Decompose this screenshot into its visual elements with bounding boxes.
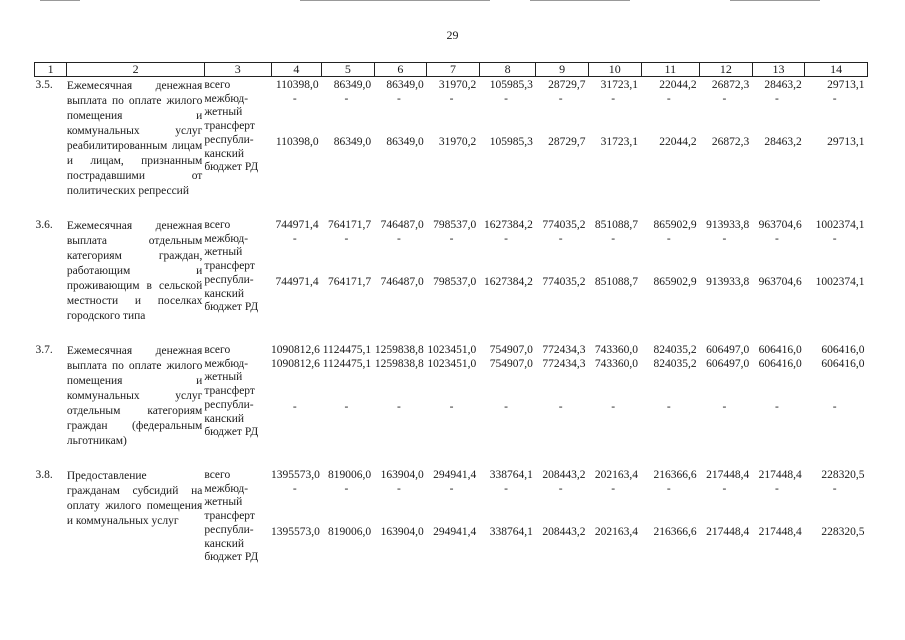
numeric-value: 110398,0 [275,79,319,91]
numeric-value: 163904,0 [380,525,424,538]
header-row [35,63,868,77]
numeric-value: 216366,6 [653,525,697,538]
empty-value: - [666,482,671,495]
numeric-value: 774035,2 [542,219,586,231]
header-col-11: 11 [641,63,700,77]
value-cell-col-4 [271,217,322,324]
empty-value: - [449,232,454,245]
empty-value: - [504,482,508,495]
header-col-10: 10 [588,63,641,77]
numeric-value: 1395573,0 [271,525,320,538]
numeric-value: 86349,0 [333,135,372,148]
funding-source-line: канский [204,147,244,160]
numeric-value: 26872,3 [711,79,750,91]
numeric-value: 202163,4 [594,469,638,481]
top-rule-right [530,0,630,1]
empty-value: - [449,482,454,495]
funding-source-line: всего [204,469,231,481]
numeric-value: 202163,4 [594,525,638,538]
funding-source-line: республи- [204,523,254,536]
numeric-value: 217448,4 [758,525,802,538]
empty-value: - [611,400,616,413]
numeric-value: 764171,7 [328,219,372,231]
budget-table [34,62,868,565]
row-index: 3.8. [35,469,53,481]
top-rule-mid [300,0,490,1]
empty-value: - [722,232,727,245]
numeric-value: 819006,0 [328,469,372,481]
numeric-value: 798537,0 [433,275,477,288]
numeric-value: 606416,0 [821,357,865,370]
numeric-value: 1124475,1 [322,344,372,356]
row-index: 3.6. [35,219,53,231]
empty-value: - [397,400,401,413]
funding-source-line: жетный [204,246,243,259]
value-cell-col-7 [427,342,480,449]
header-col-12: 12 [700,63,753,77]
top-rule-left [40,0,80,1]
numeric-value: 798537,0 [433,219,477,231]
value-cell-col-14 [805,217,868,324]
numeric-value: 1023451,0 [427,357,477,370]
value-cell-col-13 [752,217,805,324]
funding-source-line: жетный [204,371,243,384]
funding-source-line: трансферт [204,510,255,523]
value-cell-col-9 [536,342,589,449]
numeric-value: 606416,0 [758,344,802,356]
page-number: 29 [446,28,459,42]
funding-source [204,342,271,449]
header-col-7: 7 [427,63,480,77]
value-cell-col-14 [805,77,868,200]
numeric-value: 28463,2 [764,79,802,91]
numeric-value: 772434,3 [542,344,586,356]
funding-source-line: республи- [204,273,254,286]
numeric-value: 774035,2 [542,275,586,288]
numeric-value: 913933,8 [706,219,750,231]
numeric-value: 819006,0 [328,525,372,538]
empty-value: - [832,482,837,495]
numeric-value: 1627384,2 [484,219,533,231]
numeric-value: 851088,7 [594,219,638,231]
numeric-value: 746487,0 [380,275,424,288]
header-col-4: 4 [271,63,322,77]
empty-value: - [558,482,563,495]
empty-value: - [397,482,401,495]
header-col-9: 9 [536,63,589,77]
empty-value: - [722,482,727,495]
numeric-value: 1002374,1 [815,219,865,231]
numeric-value: 963704,6 [758,275,802,288]
header-col-14: 14 [805,63,868,77]
empty-value: - [292,232,297,245]
value-cell-col-12 [700,77,753,200]
numeric-value: 963704,6 [758,219,802,231]
numeric-value: 772434,3 [542,357,586,370]
numeric-value: 28463,2 [764,135,802,148]
funding-source-line: бюджет РД [204,301,259,314]
funding-source-line: трансферт [204,385,255,398]
numeric-value: 22044,2 [659,79,697,91]
value-cell-col-10 [588,342,641,449]
value-cell-col-9 [536,467,589,565]
numeric-value: 1090812,6 [271,344,320,356]
numeric-value: 1627384,2 [484,275,533,288]
empty-value: - [344,400,349,413]
empty-value: - [292,482,297,495]
empty-value: - [504,400,508,413]
numeric-value: 1259838,8 [374,357,424,370]
numeric-value: 754907,0 [489,344,533,356]
empty-value: - [775,400,779,413]
numeric-value: 746487,0 [380,219,424,231]
numeric-value: 29713,1 [827,135,865,148]
numeric-value: 31723,1 [600,135,638,148]
value-cell-col-6 [374,77,427,200]
numeric-value: 26872,3 [711,135,750,148]
empty-value: - [775,482,779,495]
empty-value: - [666,232,671,245]
funding-source-line: республи- [204,133,254,146]
numeric-value: 31970,2 [438,135,477,148]
row-spacer [35,324,868,342]
funding-source [204,77,271,200]
empty-value: - [832,232,837,245]
numeric-value: 744971,4 [275,275,319,288]
value-cell-col-5 [322,467,375,565]
numeric-value: 110398,0 [275,135,319,148]
value-cell-col-10 [588,467,641,565]
funding-source-line: жетный [204,496,243,509]
value-cell-col-9 [536,77,589,200]
value-cell-col-8 [479,467,536,565]
value-cell-col-11 [641,342,700,449]
numeric-value: 606416,0 [758,357,802,370]
funding-source-line: всего [204,344,231,356]
value-cell-col-11 [641,217,700,324]
numeric-value: 1002374,1 [815,275,865,288]
value-cell-col-10 [588,77,641,200]
numeric-value: 851088,7 [594,275,638,288]
numeric-value: 22044,2 [659,135,697,148]
numeric-value: 865902,9 [653,275,697,288]
funding-source-line: всего [204,79,231,91]
funding-source [204,467,271,565]
empty-value: - [292,92,297,105]
funding-source-line: межбюд- [204,357,249,370]
numeric-value: 744971,4 [275,219,319,231]
numeric-value: 31723,1 [600,79,638,91]
empty-value: - [449,92,454,105]
empty-value: - [722,400,727,413]
row-spacer [35,199,868,217]
numeric-value: 764171,7 [328,275,372,288]
value-cell-col-5 [322,77,375,200]
empty-value: - [449,400,454,413]
empty-value: - [558,92,563,105]
numeric-value: 1259838,8 [374,344,424,356]
numeric-value: 28729,7 [548,135,586,148]
numeric-value: 294941,4 [433,469,477,481]
numeric-value: 228320,5 [821,469,865,481]
row-index: 3.5. [35,79,53,91]
numeric-value: 743360,0 [594,344,638,356]
funding-source-line: бюджет РД [204,426,259,439]
numeric-value: 743360,0 [594,357,638,370]
numeric-value: 86349,0 [386,135,424,148]
numeric-value: 28729,7 [548,79,586,91]
funding-source-line: канский [204,287,244,300]
numeric-value: 217448,4 [758,469,802,481]
empty-value: - [611,482,616,495]
funding-source-line: жетный [204,106,243,119]
empty-value: - [722,92,727,105]
value-cell-col-12 [700,217,753,324]
value-cell-col-6 [374,342,427,449]
value-cell-col-5 [322,342,375,449]
value-cell-col-7 [427,467,480,565]
value-cell-col-7 [427,217,480,324]
numeric-value: 824035,2 [653,344,697,356]
empty-value: - [666,92,671,105]
numeric-value: 913933,8 [706,275,750,288]
empty-value: - [775,232,779,245]
empty-value: - [292,400,297,413]
numeric-value: 338764,1 [489,525,533,538]
numeric-value: 1090812,6 [271,357,320,370]
value-cell-col-8 [479,77,536,200]
empty-value: - [344,92,349,105]
numeric-value: 216366,6 [653,469,697,481]
row-description: Ежемесячная денежная выплата по оплате жилого помещения и коммунальных услуг отдельным категориям граждан (федеральным льготникам) [66,345,203,447]
header-col-5: 5 [322,63,375,77]
funding-source-line: всего [204,219,231,231]
numeric-value: 606416,0 [821,344,865,356]
numeric-value: 29713,1 [827,79,865,91]
value-cell-col-13 [752,342,805,449]
numeric-value: 105985,3 [489,135,533,148]
value-cell-col-14 [805,467,868,565]
empty-value: - [832,92,837,105]
empty-value: - [504,92,508,105]
empty-value: - [611,92,616,105]
numeric-value: 1124475,1 [322,357,372,370]
empty-value: - [611,232,616,245]
value-cell-col-13 [752,467,805,565]
row-description: Предоставление гражданам субсидий на оплату жилого помещения и коммунальных услуг [66,470,203,527]
funding-source [204,217,271,324]
empty-value: - [344,232,349,245]
value-cell-col-7 [427,77,480,200]
numeric-value: 163904,0 [380,469,424,481]
funding-source-line: межбюд- [204,232,249,245]
value-cell-col-11 [641,467,700,565]
value-cell-col-4 [271,467,322,565]
funding-source-line: канский [204,537,244,550]
value-cell-col-9 [536,217,589,324]
value-cell-col-4 [271,342,322,449]
value-cell-col-6 [374,467,427,565]
value-cell-col-14 [805,342,868,449]
funding-source-line: межбюд- [204,482,249,495]
numeric-value: 865902,9 [653,219,697,231]
numeric-value: 294941,4 [433,525,477,538]
top-rule-far [730,0,820,1]
funding-source-line: межбюд- [204,92,249,105]
empty-value: - [775,92,779,105]
numeric-value: 606497,0 [706,357,750,370]
value-cell-col-11 [641,77,700,200]
numeric-value: 754907,0 [489,357,533,370]
value-cell-col-12 [700,467,753,565]
row-description: Ежемесячная денежная выплата по оплате жилого помещения и коммунальных услуг реабилитированным лицам и лицам, признанным пострадавшими от политических репрессий [66,80,203,197]
empty-value: - [344,482,349,495]
numeric-value: 217448,4 [706,469,750,481]
empty-value: - [504,232,508,245]
value-cell-col-5 [322,217,375,324]
numeric-value: 824035,2 [653,357,697,370]
row-description: Ежемесячная денежная выплата отдельным категориям граждан, работающим и проживающим в сельской местности и поселках городского типа [66,220,203,322]
funding-source-line: канский [204,412,244,425]
numeric-value: 86349,0 [386,79,424,91]
value-cell-col-6 [374,217,427,324]
empty-value: - [558,232,563,245]
header-col-13: 13 [752,63,805,77]
empty-value: - [558,400,563,413]
value-cell-col-12 [700,342,753,449]
funding-source-line: республи- [204,398,254,411]
header-col-3: 3 [204,63,271,77]
value-cell-col-4 [271,77,322,200]
table-row [35,342,868,449]
numeric-value: 31970,2 [438,79,477,91]
numeric-value: 1395573,0 [271,469,320,481]
empty-value: - [832,400,837,413]
empty-value: - [397,92,401,105]
row-index: 3.7. [35,344,53,356]
value-cell-col-10 [588,217,641,324]
numeric-value: 338764,1 [489,469,533,481]
table-row [35,467,868,565]
numeric-value: 217448,4 [706,525,750,538]
header-col-1: 1 [35,63,67,77]
funding-source-line: бюджет РД [204,551,259,564]
funding-source-line: трансферт [204,120,255,133]
header-col-2: 2 [67,63,204,77]
numeric-value: 86349,0 [333,79,372,91]
empty-value: - [397,232,401,245]
row-spacer [35,449,868,467]
numeric-value: 208443,2 [542,469,586,481]
numeric-value: 208443,2 [542,525,586,538]
numeric-value: 1023451,0 [427,344,477,356]
numeric-value: 228320,5 [821,525,865,538]
header-col-6: 6 [374,63,427,77]
funding-source-line: бюджет РД [204,161,259,174]
table-row [35,217,868,324]
value-cell-col-13 [752,77,805,200]
header-col-8: 8 [479,63,536,77]
numeric-value: 105985,3 [489,79,533,91]
empty-value: - [666,400,671,413]
numeric-value: 606497,0 [706,344,750,356]
funding-source-line: трансферт [204,260,255,273]
table-row [35,77,868,200]
value-cell-col-8 [479,217,536,324]
value-cell-col-8 [479,342,536,449]
